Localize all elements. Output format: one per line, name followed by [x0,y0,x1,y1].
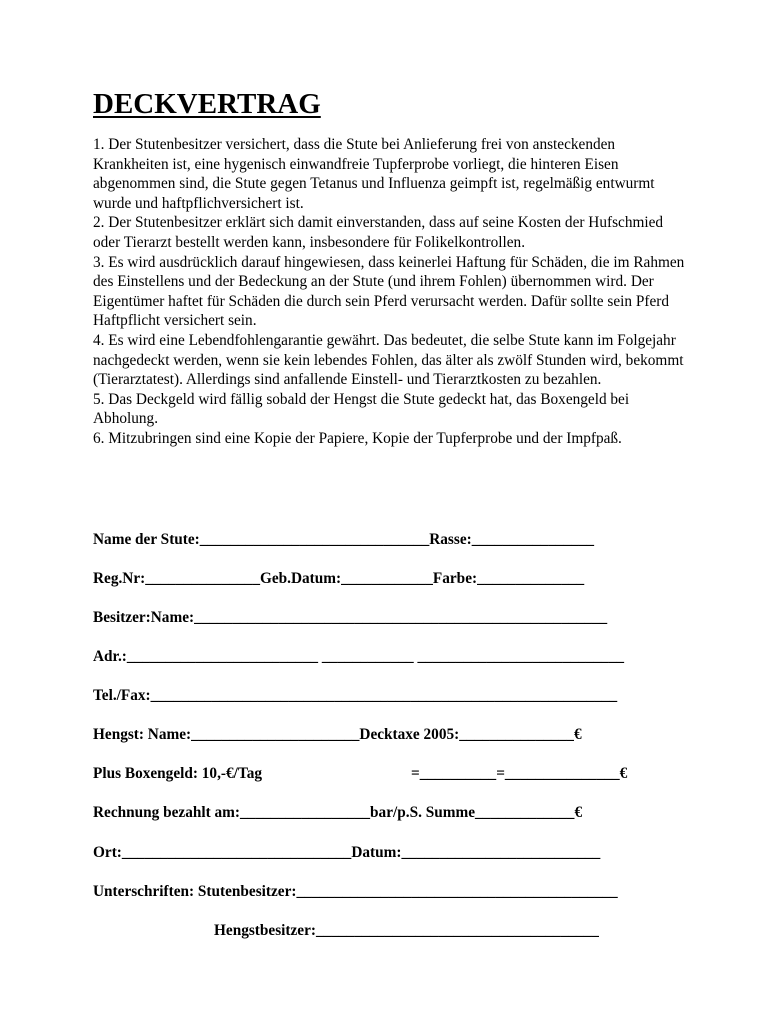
clause-4: 4. Es wird eine Lebendfohlengarantie gewährt. Das bedeutet, die selbe Stute kann im Folgejahr nachgedeckt werden, wenn sie kein lebendes Fohlen, das älter als zwölf Stunden wird, bekommt (Tierarztatest). Allerdings sind anfallende Einstell- und Tierarztkosten zu bezahlen. [93,331,684,389]
clause-2: 2. Der Stutenbesitzer erklärt sich damit einverstanden, dass auf seine Kosten der Hufschmied oder Tierarzt bestellt werden kann, insbesondere für Folikelkontrollen. [93,214,664,251]
contract-page [93,86,693,449]
owner-name-field[interactable]: Besitzer:Name:______________________________________________________ [93,609,608,626]
stable-fee-calculation-field[interactable]: =__________=_______________€ [411,765,628,782]
clause-6: 6. Mitzubringen sind eine Kopie der Papiere, Kopie der Tupferprobe und der Impfpaß. [93,429,622,447]
mare-name-breed-field[interactable]: Name der Stute:______________________________Rasse:________________ [93,531,595,548]
clause-1: 1. Der Stutenbesitzer versichert, dass die Stute bei Anlieferung frei von ansteckenden Krankheiten ist, eine hygenisch einwandfreie Tupferprobe vorliegt, die hinteren Eisen abgenommen sind, die Stute gegen Tetanus und Influenza geimpft ist, regelmäßig entwurmt wurde und haftpflichversichert ist. [93,136,655,212]
reg-birthdate-color-field[interactable]: Reg.Nr:_______________Geb.Datum:____________Farbe:______________ [93,570,585,587]
stable-fee-label: Plus Boxengeld: 10,-€/Tag [93,765,262,782]
place-date-field[interactable]: Ort:______________________________Datum:__________________________ [93,844,601,861]
address-field[interactable]: Adr.:_________________________ ____________ ___________________________ [93,648,625,665]
stallion-owner-signature-field[interactable]: Hengstbesitzer:_____________________________________ [214,922,599,939]
mare-owner-signature-field[interactable]: Unterschriften: Stutenbesitzer:__________________________________________ [93,883,618,900]
invoice-paid-field[interactable]: Rechnung bezahlt am:_________________bar/p.S. Summe_____________€ [93,804,583,821]
clause-3: 3. Es wird ausdrücklich darauf hingewiesen, dass keinerlei Haftung für Schäden, die im Rahmen des Einstellens und der Bedeckung an der Stute (und ihrem Fohlen) übernommen wird. Der Eigentümer haftet für Schäden die durch sein Pferd verursacht werden. Dafür sollte sein Pferd Haftpflicht versichert sein. [93,253,685,330]
contract-clauses [93,135,693,449]
phone-fax-field[interactable]: Tel./Fax:_____________________________________________________________ [93,687,618,704]
clause-5: 5. Das Deckgeld wird fällig sobald der Hengst die Stute gedeckt hat, das Boxengeld bei Abholung. [93,390,630,428]
stallion-fee-field[interactable]: Hengst: Name:______________________Decktaxe 2005:_______________€ [93,726,582,743]
document-title: DECKVERTRAG [93,88,321,120]
